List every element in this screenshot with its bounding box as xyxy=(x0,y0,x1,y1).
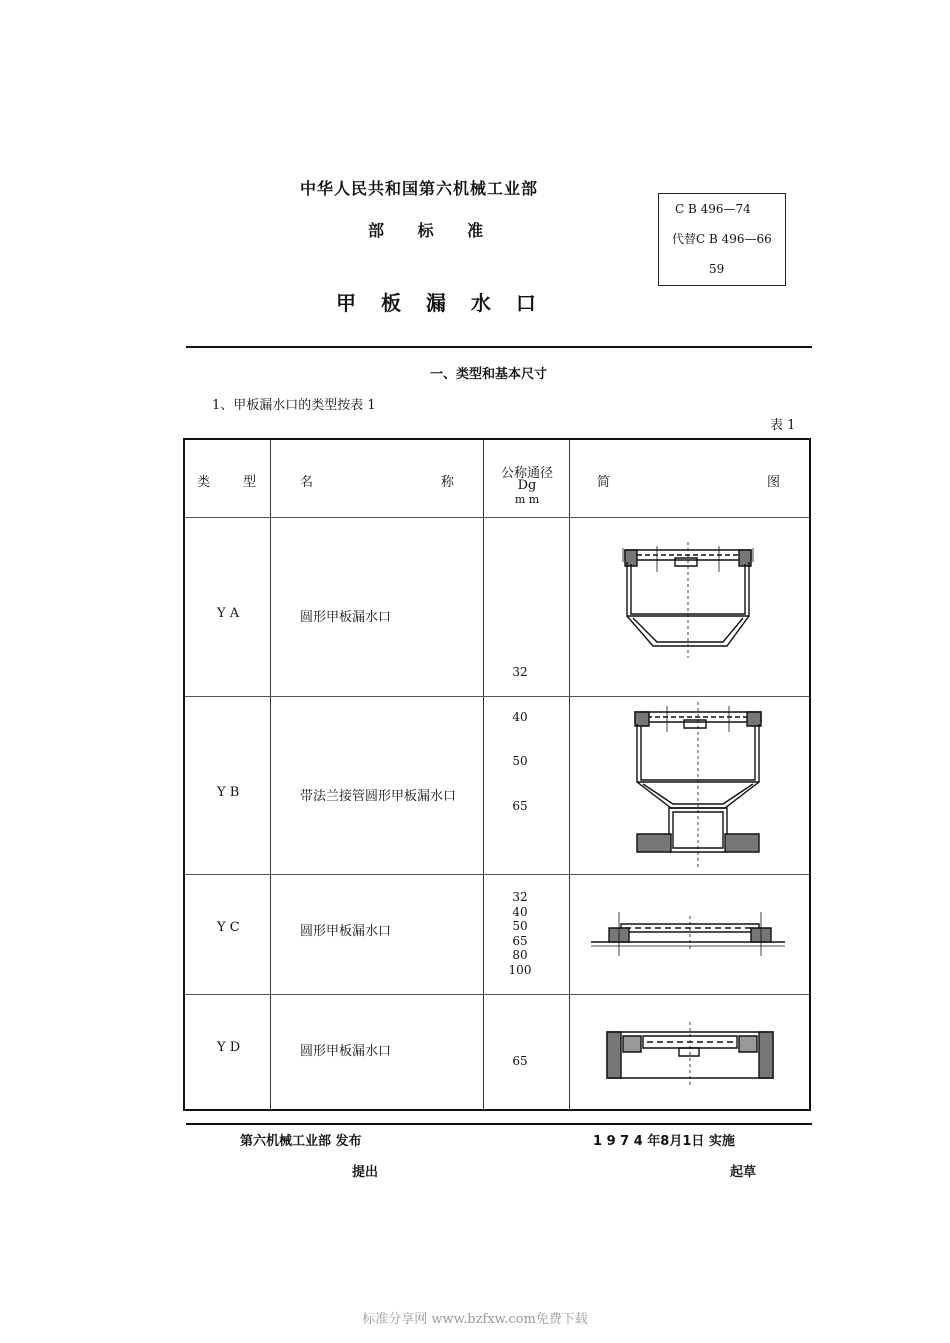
row-yc-name: 圆形甲板漏水口 xyxy=(300,924,392,939)
table-divider xyxy=(483,440,484,1109)
header-name-b: 称 xyxy=(441,475,455,490)
clause-text: 1、甲板漏水口的类型按表 1 xyxy=(212,398,376,413)
issuer: 第六机械工业部 发布 xyxy=(240,1134,362,1149)
size-value: 100 xyxy=(508,963,532,977)
standard-code: C B 496—74 xyxy=(675,202,751,216)
row-yd-type: Y D xyxy=(217,1040,241,1055)
header-dg-2: Dg xyxy=(517,478,537,493)
size-value: 65 xyxy=(512,1054,528,1068)
size-value: 65 xyxy=(512,934,528,948)
header-divider xyxy=(186,346,812,348)
section-heading: 一、类型和基本尺寸 xyxy=(430,367,548,382)
ministry-name: 中华人民共和国第六机械工业部 xyxy=(300,179,539,198)
header-type-a: 类 xyxy=(197,475,211,490)
row-yb-name: 带法兰接管圆形甲板漏水口 xyxy=(300,789,457,804)
page-number: 59 xyxy=(709,262,725,276)
size-value: 40 xyxy=(512,710,528,724)
size-value: 50 xyxy=(512,919,528,933)
footer-divider xyxy=(186,1123,812,1125)
header-dg-3: m m xyxy=(514,493,540,506)
table-divider xyxy=(569,440,570,1109)
watermark: 标准分享网 www.bzfxw.com免费下载 xyxy=(362,1312,588,1327)
table-divider xyxy=(270,440,271,1109)
table-divider xyxy=(185,696,809,697)
size-value: 40 xyxy=(512,905,528,919)
size-value: 80 xyxy=(512,948,528,962)
yc-drawing xyxy=(585,906,795,966)
size-value: 32 xyxy=(512,665,528,679)
standard-type: 部 标 准 xyxy=(368,221,484,240)
row-yb-type: Y B xyxy=(217,785,240,800)
size-value: 50 xyxy=(512,754,528,768)
replaces-code: 代替C B 496—66 xyxy=(672,232,772,246)
document-title: 甲 板 漏 水 口 xyxy=(336,291,536,315)
table-reference: 表 1 xyxy=(770,418,796,433)
header-name-a: 名 xyxy=(300,475,314,490)
table-divider xyxy=(185,994,809,995)
row-ya-type: Y A xyxy=(217,606,240,621)
table-divider xyxy=(185,517,809,518)
yb-drawing xyxy=(629,702,779,872)
drafted-by: 起草 xyxy=(730,1165,757,1180)
yd-drawing xyxy=(601,1022,781,1092)
row-yc-type: Y C xyxy=(217,920,240,935)
type-table xyxy=(183,438,811,1111)
effective-date: 1 9 7 4 年8月1日 实施 xyxy=(593,1134,735,1149)
table-divider xyxy=(185,874,809,875)
header-dg-1: 公称通径 xyxy=(500,466,553,481)
ya-drawing xyxy=(615,542,765,662)
standard-code-box xyxy=(658,193,786,286)
header-figure-b: 图 xyxy=(767,475,781,490)
row-ya-name: 圆形甲板漏水口 xyxy=(300,610,392,625)
size-value: 32 xyxy=(512,890,528,904)
row-yd-name: 圆形甲板漏水口 xyxy=(300,1044,392,1059)
header-figure-a: 简 xyxy=(597,475,611,490)
header-type-b: 型 xyxy=(243,475,257,490)
proposed-by: 提出 xyxy=(352,1165,379,1180)
size-value: 65 xyxy=(512,799,528,813)
